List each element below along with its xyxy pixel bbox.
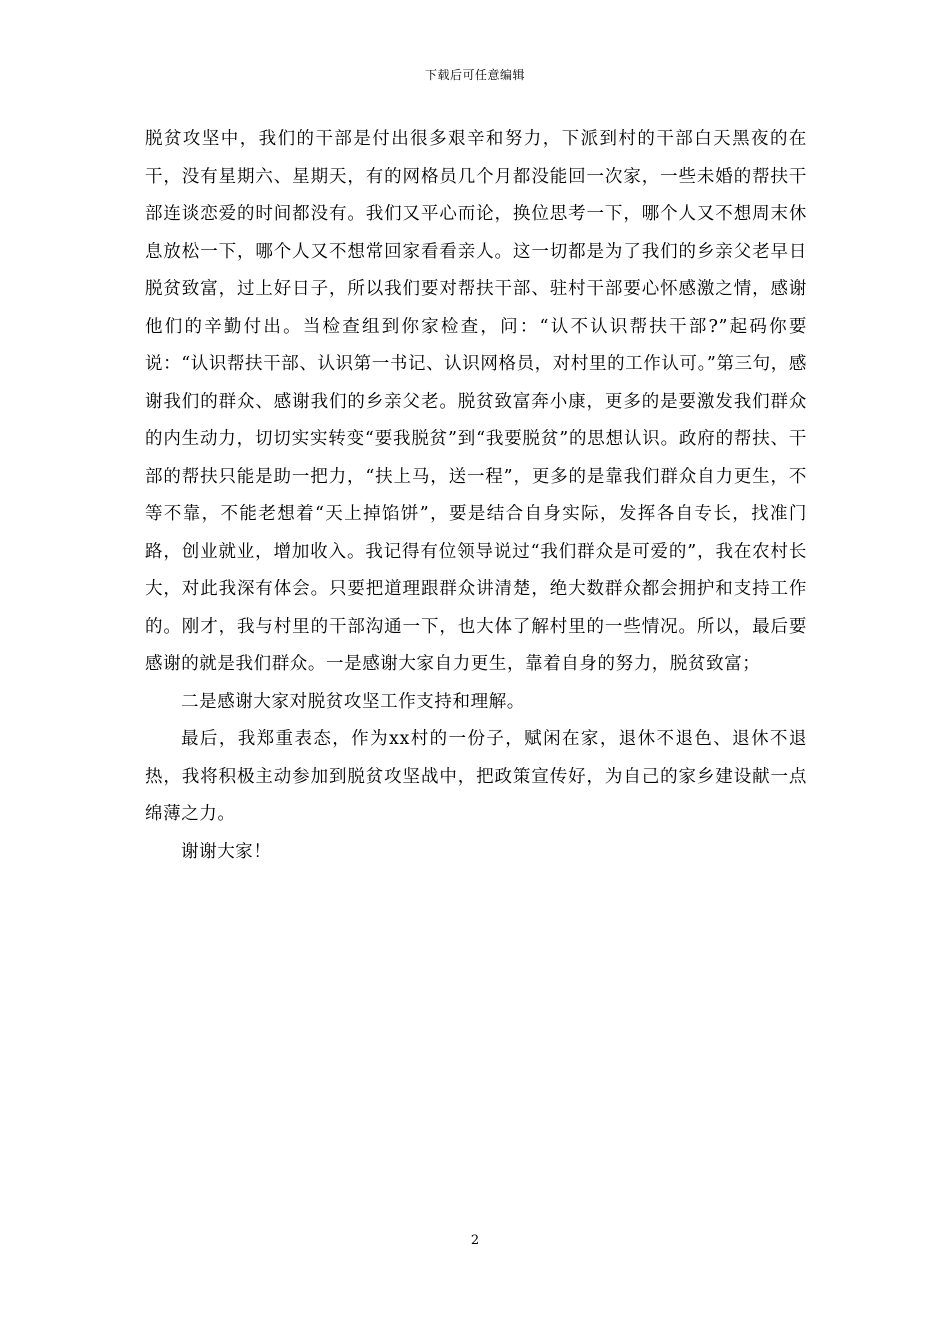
paragraph-continued: 脱贫攻坚中，我们的干部是付出很多艰辛和努力，下派到村的干部白天黑夜的在干，没有星期六、星期天，有的网格员几个月都没能回一次家，一些未婚的帮扶干部连谈恋爱的时间都没有。我们又平心而论，换位思考一下，哪个人又不想周末休息放松一下，哪个人又不想常回家看看亲人。这一切都是为了我们的乡亲父老早日脱贫致富，过上好日子，所以我们要对帮扶干部、驻村干部要心怀感激之情，感谢他们的辛勤付出。当检查组到你家检查，问：“认不认识帮扶干部?”起码你要说：“认识帮扶干部、认识第一书记、认识网格员，对村里的工作认可。”第三句，感谢我们的群众、感谢我们的乡亲父老。脱贫致富奔小康，更多的是要激发我们群众的内生动力，切切实实转变“要我脱贫”到“我要脱贫”的思想认识。政府的帮扶、干部的帮扶只能是助一把力，“扶上马，送一程”，更多的是靠我们群众自力更生，不等不靠，不能老想着“天上掉馅饼”，要是结合自身实际，发挥各自专长，找准门路，创业就业，增加收入。我记得有位领导说过“我们群众是可爱的”，我在农村长大，对此我深有体会。只要把道理跟群众讲清楚，绝大数群众都会拥护和支持工作的。刚才，我与村里的干部沟通一下，也大体了解村里的一些情况。所以，最后要感谢的就是我们群众。一是感谢大家自力更生，靠着自身的努力，脱贫致富； [145,129,807,674]
paragraph: 最后，我郑重表态，作为xx村的一份子，赋闲在家，退休不退色、退休不退热，我将积极主动参加到脱贫攻坚战中，把政策宣传好，为自己的家乡建设献一点绵薄之力。 [145,729,807,824]
page-header: 下载后可任意编辑 [424,68,525,82]
page-number: 2 [470,1233,480,1248]
paragraph: 二是感谢大家对脱贫攻坚工作支持和理解。 [181,691,525,712]
document-body [145,121,807,871]
closing-paragraph: 谢谢大家！ [181,841,272,862]
